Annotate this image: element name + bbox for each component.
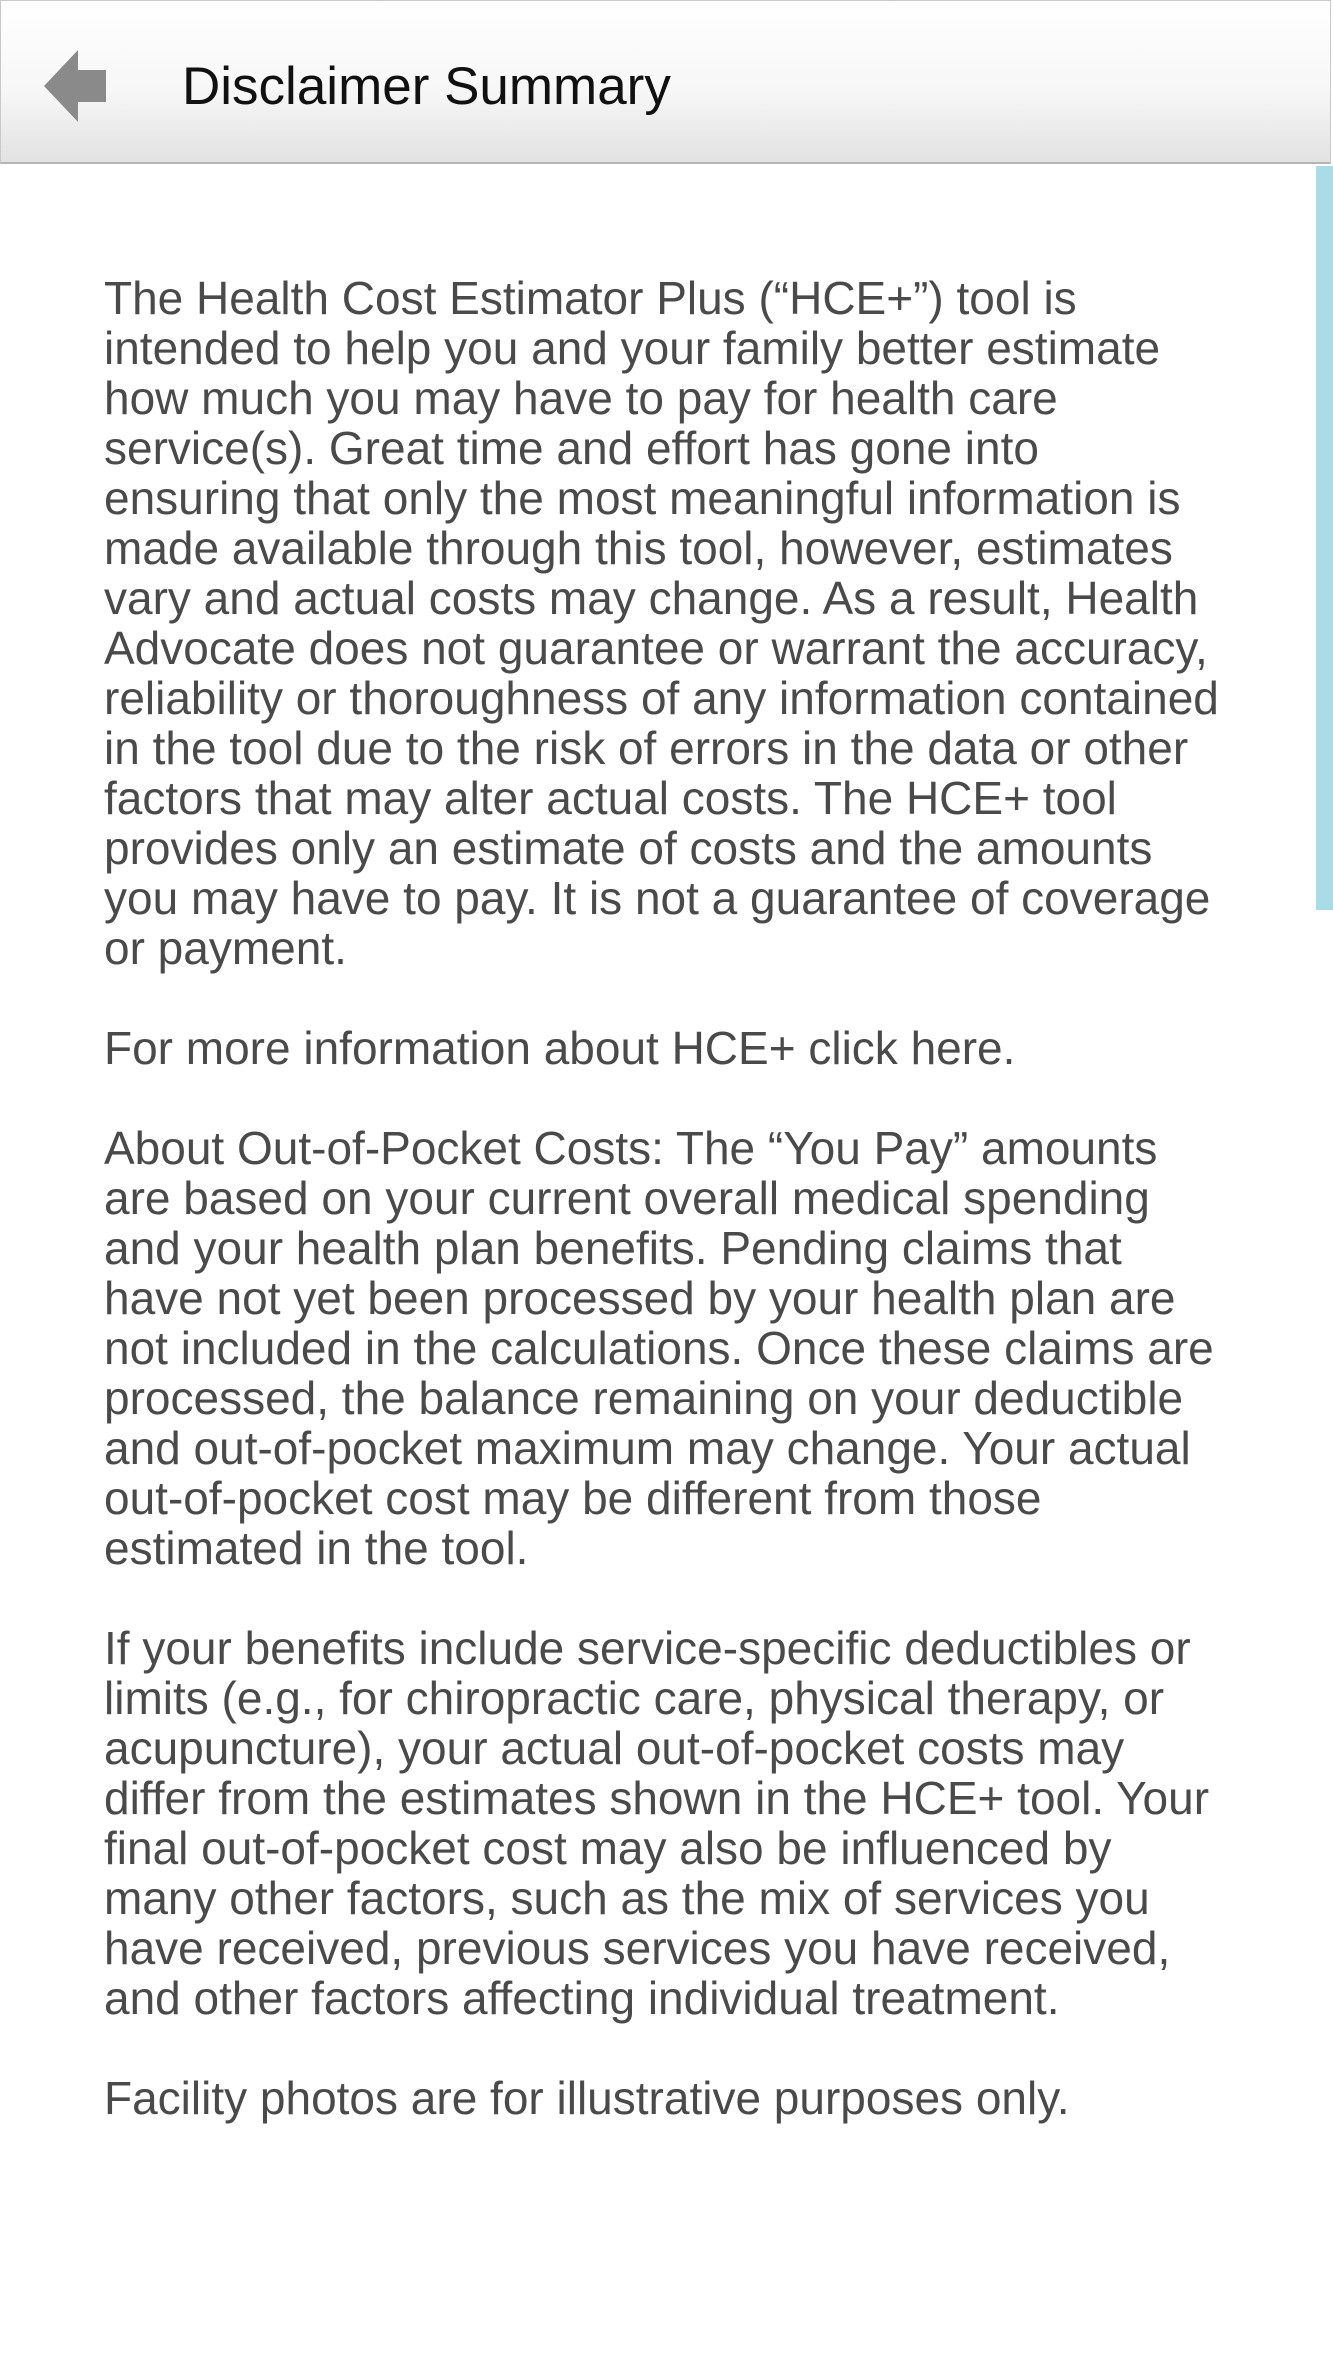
more-info-link[interactable]: For more information about HCE+ click here. bbox=[104, 1022, 1016, 1074]
disclaimer-content bbox=[104, 273, 1224, 2173]
disclaimer-paragraph-photos: Facility photos are for illustrative purposes only. bbox=[104, 2072, 1070, 2124]
disclaimer-paragraph-intro: The Health Cost Estimator Plus (“HCE+”) tool is intended to help you and your family better estimate how much you may have to pay for health care service(s). Great time and effort has gone into ensuring that only the most meaningful information is made available through this tool, however, estimates vary and actual costs may change. As a result, Health Advocate does not guarantee or warrant the accuracy, reliability or thoroughness of any information contained in the tool due to the risk of errors in the data or other factors that may alter actual costs. The HCE+ tool provides only an estimate of costs and the amounts you may have to pay. It is not a guarantee of coverage or payment. bbox=[104, 272, 1219, 974]
page-title: Disclaimer Summary bbox=[182, 57, 671, 116]
disclaimer-paragraph-benefits: If your benefits include service-specific deductibles or limits (e.g., for chiropractic care, physical therapy, or acupuncture), your actual out-of-pocket costs may differ from the estimates shown in the HCE+ tool. Your final out-of-pocket cost may also be influenced by many other factors, such as the mix of services you have received, previous services you have received, and other factors affecting individual treatment. bbox=[104, 1622, 1210, 2024]
back-button[interactable] bbox=[31, 41, 121, 131]
disclaimer-paragraph-out-of-pocket: About Out-of-Pocket Costs: The “You Pay” amounts are based on your current overall medical spending and your health plan benefits. Pending claims that have not yet been processed by your health plan are not included in the calculations. Once these claims are processed, the balance remaining on your deductible and out-of-pocket maximum may change. Your actual out-of-pocket cost may be different from those estimated in the tool. bbox=[104, 1122, 1214, 1574]
back-arrow-icon bbox=[44, 50, 108, 122]
scrollbar[interactable] bbox=[1316, 166, 1333, 2367]
app-header bbox=[0, 0, 1331, 164]
scrollbar-thumb[interactable] bbox=[1316, 166, 1333, 910]
